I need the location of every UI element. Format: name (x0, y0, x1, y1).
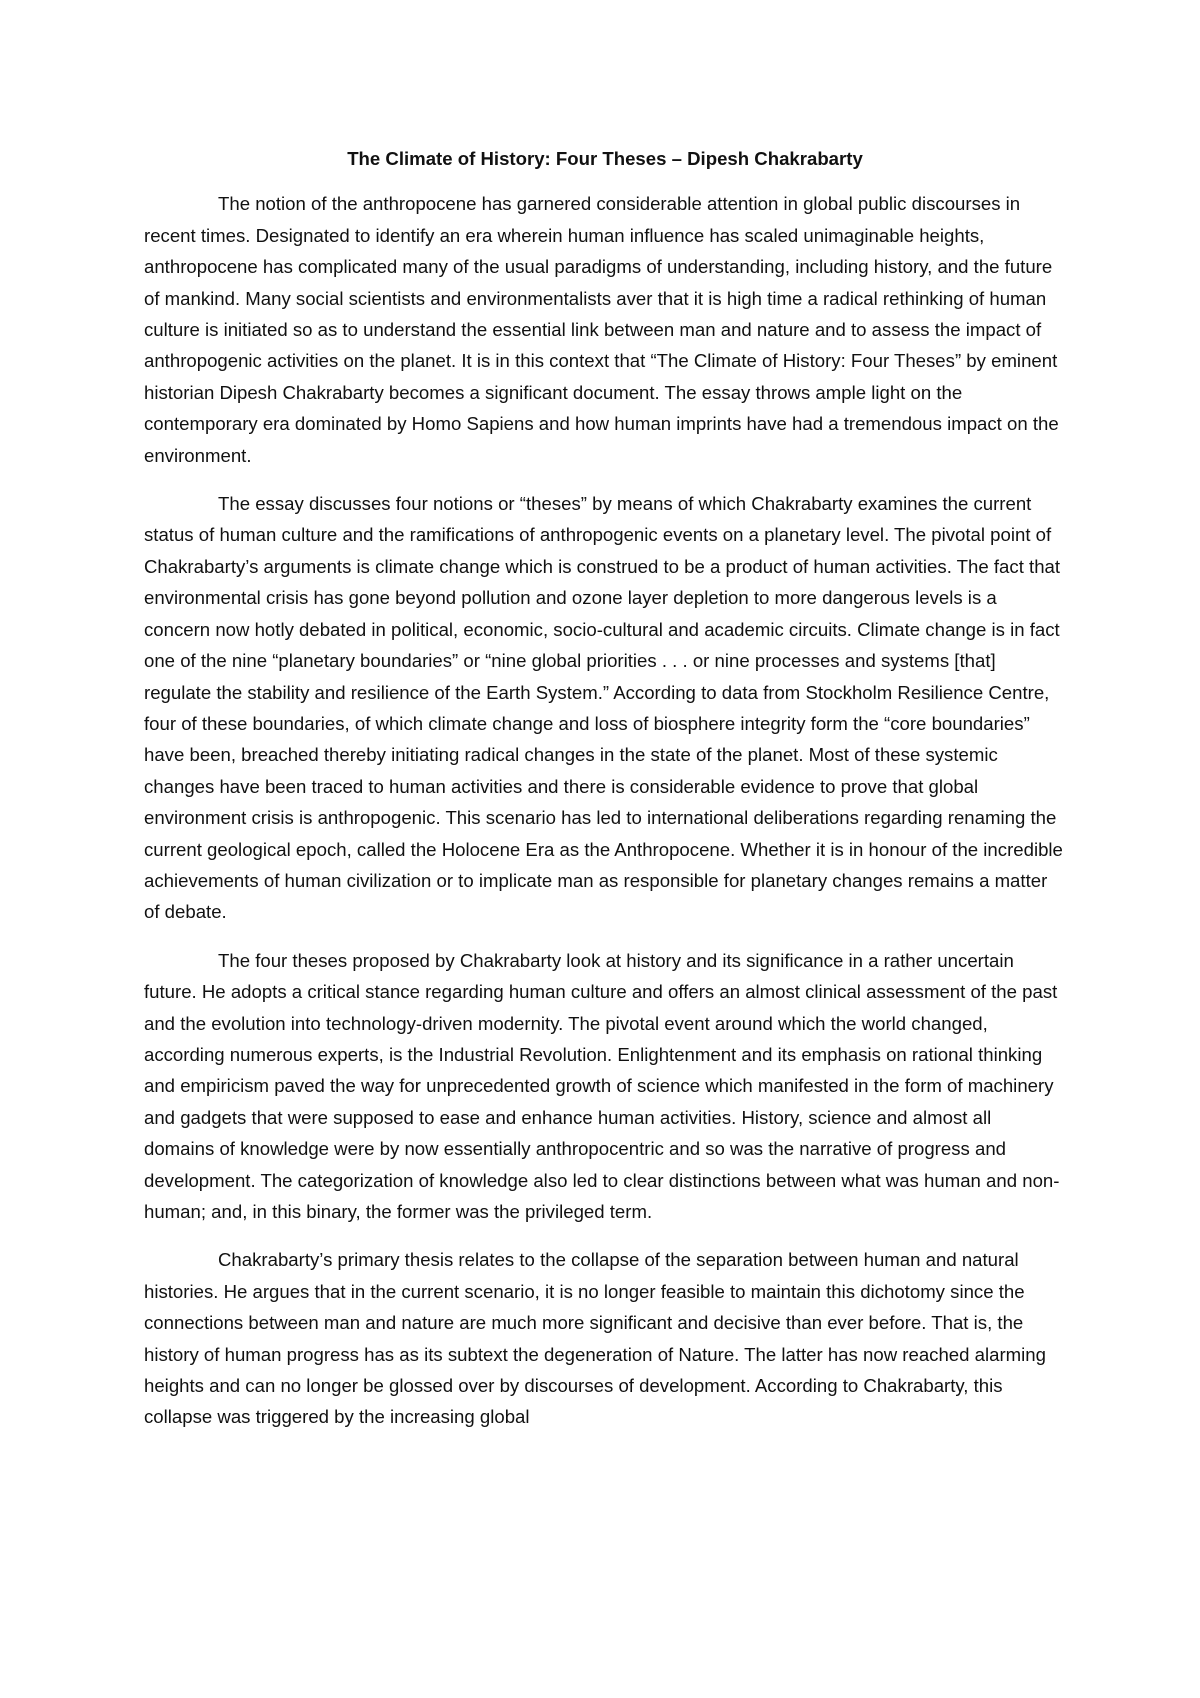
paragraph-3: The four theses proposed by Chakrabarty look at history and its significance in a rather uncertain future. He adopts a critical stance regarding human culture and offers an almost clinical assessment of the past and the evolution into technology-driven modernity. The pivotal event around which the world changed, according numerous experts, is the Industrial Revolution. Enlightenment and its emphasis on rational thinking and empiricism paved the way for unprecedented growth of science which manifested in the form of machinery and gadgets that were supposed to ease and enhance human activities. History, science and almost all domains of knowledge were by now essentially anthropocentric and so was the narrative of progress and development. The categorization of knowledge also led to clear distinctions between what was human and non-human; and, in this binary, the former was the privileged term. (144, 949, 1060, 1222)
paragraph-4: Chakrabarty’s primary thesis relates to the collapse of the separation between human and natural histories. He argues that in the current scenario, it is no longer feasible to maintain this dichotomy since the connections between man and nature are much more significant and decisive than ever before. That is, the history of human progress has as its subtext the degeneration of Nature. The latter has now reached alarming heights and can no longer be glossed over by discourses of development. According to Chakrabarty, this collapse was triggered by the increasing global (144, 1249, 1046, 1428)
document-body (144, 143, 1066, 1450)
paragraph-1: The notion of the anthropocene has garnered considerable attention in global public discourses in recent times. Designated to identify an era wherein human influence has scaled unimaginable heights, anthropocene has complicated many of the usual paradigms of understanding, including history, and the future of mankind. Many social scientists and environmentalists aver that it is high time a radical rethinking of human culture is initiated so as to understand the essential link between man and nature and to assess the impact of anthropogenic activities on the planet. It is in this context that “The Climate of History: Four Theses” by eminent historian Dipesh Chakrabarty becomes a significant document. The essay throws ample light on the contemporary era dominated by Homo Sapiens and how human imprints have had a tremendous impact on the environment. (144, 193, 1059, 466)
document-title: The Climate of History: Four Theses – Dipesh Chakrabarty (347, 148, 863, 169)
paragraph-2: The essay discusses four notions or “theses” by means of which Chakrabarty examines the current status of human culture and the ramifications of anthropogenic events on a planetary level. The pivotal point of Chakrabarty’s arguments is climate change which is construed to be a product of human activities. The fact that environmental crisis has gone beyond pollution and ozone layer depletion to more dangerous levels is a concern now hotly debated in political, economic, socio-cultural and academic circuits. Climate change is in fact one of the nine “planetary boundaries” or “nine global priorities . . . or nine processes and systems [that] regulate the stability and resilience of the Earth System.” According to data from Stockholm Resilience Centre, four of these boundaries, of which climate change and loss of biosphere integrity form the “core boundaries” have been, breached thereby initiating radical changes in the state of the planet. Most of these systemic changes have been traced to human activities and there is considerable evidence to prove that global environment crisis is anthropogenic. This scenario has led to international deliberations regarding renaming the current geological epoch, called the Holocene Era as the Anthropocene. Whether it is in honour of the incredible achievements of human civilization or to implicate man as responsible for planetary changes remains a matter of debate. (144, 493, 1063, 923)
